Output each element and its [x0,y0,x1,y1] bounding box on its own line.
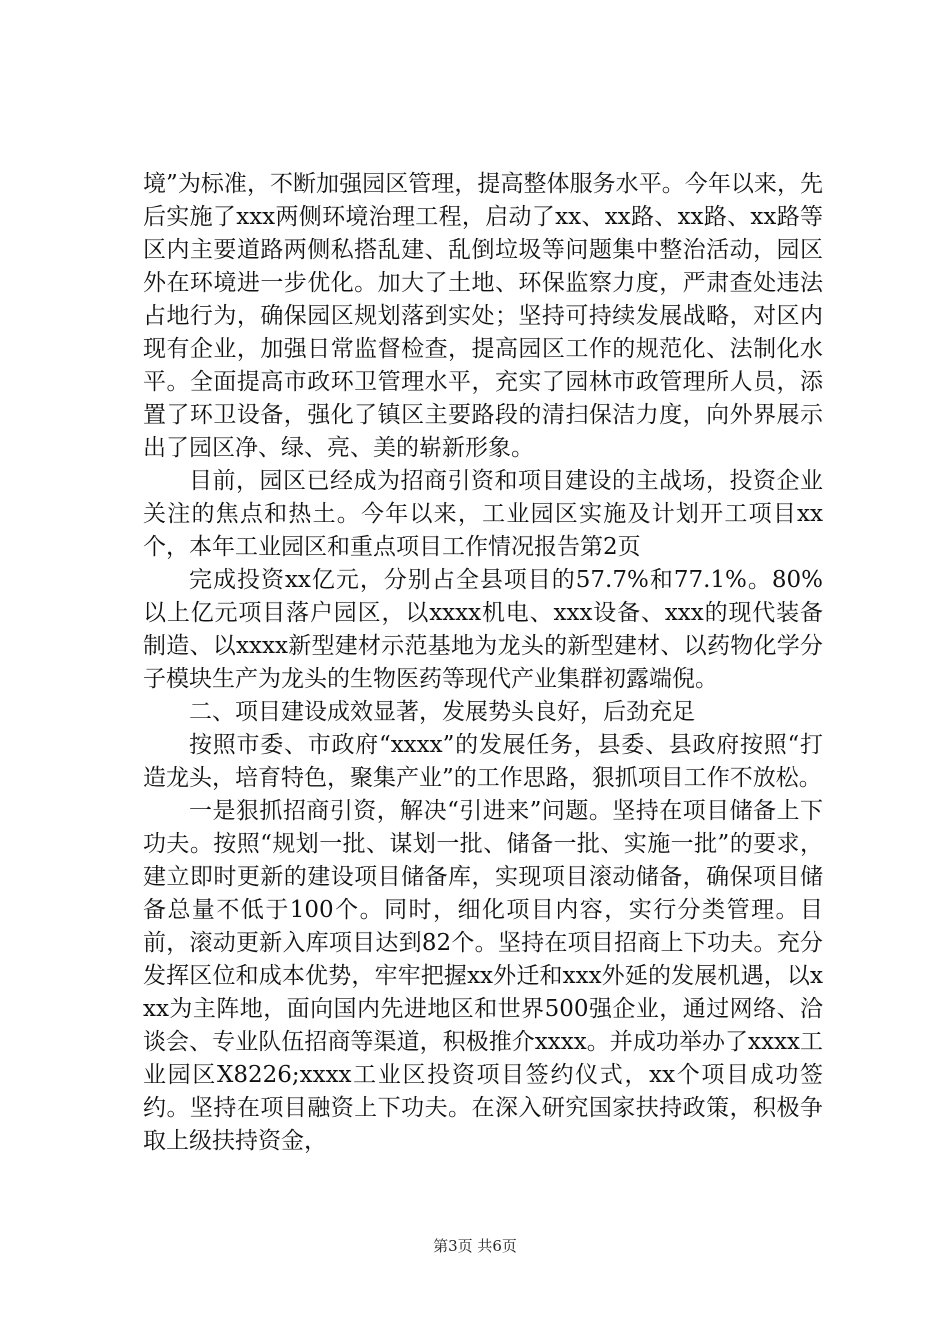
document-body [143,168,823,1158]
page-number-footer: 第3页 共6页 [433,1237,517,1255]
paragraph: 一是狠抓招商引资，解决“引进来”问题。坚持在项目储备上下功夫。按照“规划一批、谋划一批、储备一批、实施一批”的要求，建立即时更新的建设项目储备库，实现项目滚动储备，确保项目储备总量不低于100个。同时，细化项目内容，实行分类管理。目前，滚动更新入库项目达到82个。坚持在项目招商上下功夫。充分发挥区位和成本优势，牢牢把握xx外迁和xxx外延的发展机遇，以xxx为主阵地，面向国内先进地区和世界500强企业，通过网络、洽谈会、专业队伍招商等渠道，积极推介xxxx。并成功举办了xxxx工业园区X8226;xxxx工业区投资项目签约仪式，xx个项目成功签约。坚持在项目融资上下功夫。在深入研究国家扶持政策，积极争取上级扶持资金， [143,798,823,1154]
section-heading: 二、项目建设成效显著，发展势头良好，后劲充足 [189,699,695,725]
paragraph: 完成投资xx亿元，分别占全县项目的57.7%和77.1%。80%以上亿元项目落户园区，以xxxx机电、xxx设备、xxx的现代装备制造、以xxxx新型建材示范基地为龙头的新型建材、以药物化学分子模块生产为龙头的生物医药等现代产业集群初露端倪。 [143,567,823,692]
paragraph: 目前，园区已经成为招商引资和项目建设的主战场，投资企业关注的焦点和热土。今年以来，工业园区实施及计划开工项目xx个，本年工业园区和重点项目工作情况报告第2页 [143,468,823,560]
paragraph: 按照市委、市政府“xxxx”的发展任务，县委、县政府按照“打造龙头，培育特色，聚集产业”的工作思路，狠抓项目工作不放松。 [143,732,823,791]
paragraph: 境”为标准，不断加强园区管理，提高整体服务水平。今年以来，先后实施了xxx两侧环境治理工程，启动了xx、xx路、xx路、xx路等区内主要道路两侧私搭乱建、乱倒垃圾等问题集中整治活动，园区外在环境进一步优化。加大了土地、环保监察力度，严肃查处违法占地行为，确保园区规划落到实处；坚持可持续发展战略，对区内现有企业，加强日常监督检查，提高园区工作的规范化、法制化水平。全面提高市政环卫管理水平，充实了园林市政管理所人员，添置了环卫设备，强化了镇区主要路段的清扫保洁力度，向外界展示出了园区净、绿、亮、美的崭新形象。 [143,171,823,461]
